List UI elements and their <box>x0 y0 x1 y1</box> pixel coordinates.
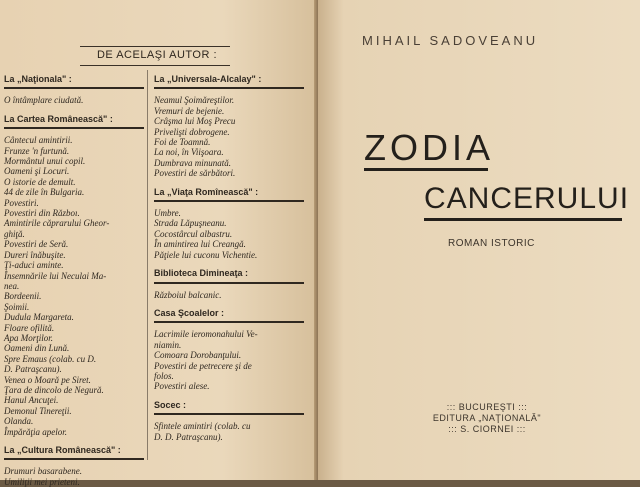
publisher-heading <box>154 308 304 323</box>
publisher-underline <box>4 86 144 89</box>
book-title: Strada Lăpuşneanu. <box>154 218 227 229</box>
book-title: Umiliţii mei prieteni. <box>4 476 80 487</box>
book-title: O istorie de demult. <box>4 176 76 187</box>
publisher-heading <box>4 114 144 129</box>
book-title: Dumbrava minunată. <box>154 157 231 168</box>
author-name: MIHAIL SADOVEANU <box>362 33 539 48</box>
book-title: Umbre. <box>154 208 181 219</box>
title-line-2: CANCERULUI <box>424 182 630 215</box>
book-title: Vremuri de bejenie. <box>154 105 225 116</box>
book-title: Mormântul unui copil. <box>4 156 86 167</box>
book-title: ghiţă. <box>4 228 25 239</box>
book-title: Olanda. <box>4 416 34 427</box>
book-title: Demonul Tinereţii. <box>4 405 72 416</box>
title-line-1: ZODIA <box>364 127 495 168</box>
publisher-underline <box>154 412 304 415</box>
left-page <box>0 0 318 487</box>
publisher-heading-text: La „Cultura Românească" : <box>4 445 121 455</box>
book-title: Oameni şi Locuri. <box>4 166 70 177</box>
book-title: La noi, în Viişoara. <box>154 147 224 158</box>
book-title: Privelişti dobrogene. <box>154 126 230 137</box>
column-divider <box>147 70 148 460</box>
publisher-heading <box>154 400 304 415</box>
book-title: folos. <box>154 370 174 381</box>
book-title: 44 de zile în Bulgaria. <box>4 187 85 198</box>
book-title: Păţiele lui cuconu Vichentie. <box>154 249 258 260</box>
imprint-line: ::: BUCUREŞTI ::: <box>446 402 528 412</box>
book-title: Războiul balcanic. <box>154 289 222 300</box>
publisher-imprint <box>412 402 562 435</box>
book-title: Povestiri. <box>4 197 39 208</box>
book-title: Ţara de dincolo de Negură. <box>4 384 104 395</box>
publisher-heading <box>4 74 144 89</box>
book-title: Împărăţia apelor. <box>4 426 67 437</box>
by-same-author-heading: DE ACELAŞI AUTOR : <box>96 49 218 61</box>
book-title: Însemnările lui Neculai Ma- <box>4 270 107 281</box>
publisher-heading <box>4 445 144 460</box>
book-title: Apa Morţilor. <box>4 332 54 343</box>
book-title: Hanul Ancuţei. <box>4 395 59 406</box>
book-title: Povestiri de Seră. <box>4 239 69 250</box>
publisher-heading-text: La „Viaţa Romînească" : <box>154 186 259 197</box>
publisher-heading-text: Biblioteca Dimineaţa : <box>154 268 249 279</box>
imprint-line: EDITURA „NAŢIONALĂ" <box>432 413 542 423</box>
publisher-heading <box>154 187 304 202</box>
book-title: O întâmplare ciudată. <box>4 95 84 106</box>
book-title: Povestiri de sărbători. <box>154 168 236 179</box>
book-title: D. Patraşcanu). <box>4 364 62 375</box>
book-title: Dureri înăbuşite. <box>4 249 66 260</box>
book-title: niamin. <box>154 339 182 350</box>
publisher-heading-text: La Cartea Românească" : <box>4 113 113 124</box>
book-title: Comoara Dorobanţului. <box>154 350 242 361</box>
publisher-heading-text: La „Universala-Alcalay" : <box>154 74 262 84</box>
book-title: Spre Emaus (colab. cu D. <box>4 353 97 364</box>
publisher-underline <box>154 86 304 89</box>
publisher-heading-text: Casa Şcoalelor : <box>154 307 225 318</box>
book-title: Ţi-aduci aminte. <box>4 260 64 271</box>
book-title: Frunze 'n furtună. <box>4 145 70 156</box>
book-title: Povestiri de petrecere şi de <box>154 360 252 371</box>
title-underline-2 <box>424 218 622 221</box>
publisher-heading-text: La „Naţionala" : <box>4 74 72 84</box>
publisher-underline <box>4 457 144 460</box>
book-title: Povestiri din Războı. <box>4 208 80 219</box>
bibliography-right-column <box>154 74 304 442</box>
publisher-heading <box>154 74 304 89</box>
title-underline-1 <box>364 168 488 171</box>
publisher-underline <box>154 320 304 323</box>
book-title: Dudula Margareta. <box>4 312 74 323</box>
book-title: Venea o Moară pe Siret. <box>4 374 91 385</box>
book-title: Foi de Toamnă. <box>154 137 211 148</box>
publisher-underline <box>4 126 144 129</box>
imprint-line: ::: S. CIORNEI ::: <box>448 424 526 434</box>
bibliography-left-column <box>4 74 144 487</box>
book-title: În amintirea lui Creangă. <box>154 239 246 250</box>
book-title: Cocostârcul albastru. <box>154 228 233 239</box>
book-title: Crâşma lui Moş Precu <box>154 116 236 127</box>
book-title: Lacrimile ieromonahului Ve- <box>154 329 258 340</box>
book-title: nea. <box>4 280 20 291</box>
publisher-heading <box>154 268 304 283</box>
book-title: Sfintele amintiri (colab. cu <box>154 421 251 432</box>
publisher-heading-text: Socec : <box>154 399 187 410</box>
book-title: Bordeenii. <box>4 291 42 302</box>
genre-subtitle: ROMAN ISTORIC <box>448 238 535 249</box>
book-title: Şoimii. <box>4 301 30 312</box>
book-title: Drumuri basarabene. <box>4 466 82 477</box>
book-title: Povestiri alese. <box>154 381 210 392</box>
book-title: Neamul Şoimăreştilor. <box>154 95 235 106</box>
book-title: Amintirile căprarului Gheor- <box>4 218 110 229</box>
publisher-underline <box>154 281 304 284</box>
book-title: Cântecul amintirii. <box>4 135 73 146</box>
publisher-underline <box>154 199 304 202</box>
book-title: D. D. Patraşcanu). <box>154 431 223 442</box>
book-title: Oameni din Lună. <box>4 343 70 354</box>
book-title: Floare ofilită. <box>4 322 55 333</box>
